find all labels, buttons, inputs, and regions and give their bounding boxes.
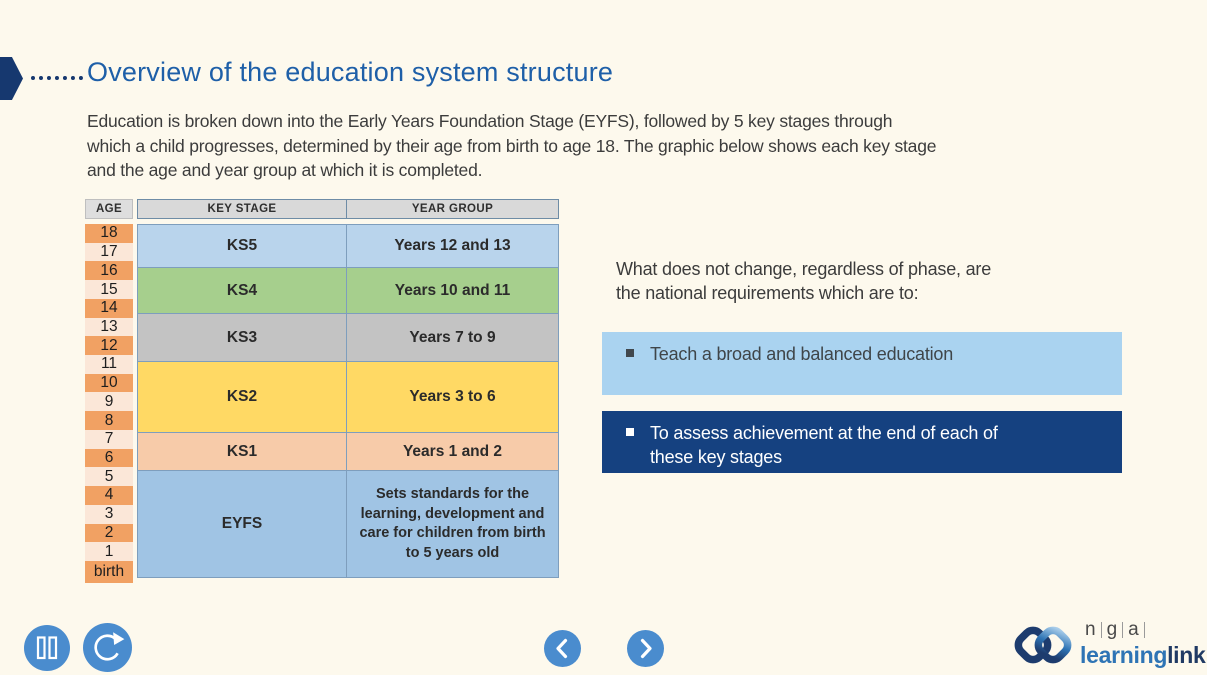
intro-line: which a child progresses, determined by their age from birth to age 18. The graphic below shows each key stage — [87, 135, 937, 156]
year-group-label: Years 10 and 11 — [394, 281, 511, 299]
previous-slide-button[interactable] — [544, 630, 581, 667]
age-cell: 4 — [85, 486, 133, 505]
logo-word-learning: learning — [1080, 642, 1168, 668]
callout-text-line: these key stages — [650, 447, 782, 467]
replay-icon — [83, 623, 132, 672]
year-group-label: Sets standards for the learning, development and care for children from birth to 5 years old — [359, 486, 546, 561]
chain-link-icon — [1010, 614, 1076, 675]
year-group-label: Years 12 and 13 — [394, 237, 511, 254]
logo-letter: g — [1106, 619, 1118, 640]
year-group-column-header: YEAR GROUP — [411, 203, 494, 215]
aside-lead-text — [616, 257, 991, 305]
intro-line: and the age and year group at which it is completed. — [87, 160, 483, 180]
table-header-row — [85, 199, 559, 219]
key-stage-column-header: KEY STAGE — [138, 200, 347, 218]
key-stage-label: KS1 — [138, 433, 347, 470]
logo-learninglink — [1080, 642, 1205, 669]
bullet-square-icon — [626, 349, 634, 357]
age-column — [85, 224, 133, 583]
age-cell: 1 — [85, 542, 133, 561]
year-group-label: Years 3 to 6 — [409, 388, 496, 405]
callout-teach-broad-education — [602, 332, 1122, 395]
logo-letter: n — [1085, 619, 1096, 640]
age-cell: 12 — [85, 336, 133, 355]
key-stage-row — [137, 313, 559, 362]
key-stage-row — [137, 224, 559, 268]
age-cell: 15 — [85, 280, 133, 299]
key-stage-row — [137, 432, 559, 471]
age-cell: 9 — [85, 392, 133, 411]
key-stage-table — [85, 199, 559, 583]
key-stage-row — [137, 267, 559, 314]
age-cell: 14 — [85, 299, 133, 318]
key-stage-label: KS3 — [138, 314, 347, 361]
age-cell: 8 — [85, 411, 133, 430]
page-title: Overview of the education system structure — [87, 57, 614, 87]
age-cell: 2 — [85, 524, 133, 543]
table-body — [85, 224, 559, 583]
pause-icon — [24, 625, 70, 671]
intro-text — [87, 109, 936, 183]
aside-lead-line: What does not change, regardless of phase, are — [616, 259, 992, 279]
logo-letter: a — [1128, 619, 1139, 640]
chevron-right-icon — [627, 630, 664, 667]
key-stage-label: KS5 — [138, 225, 347, 267]
callout-text: Teach a broad and balanced education — [650, 344, 954, 364]
logo-word-link: link — [1167, 642, 1206, 668]
age-column-header: AGE — [85, 199, 133, 219]
key-stage-row — [137, 361, 559, 433]
title-dotted-line — [31, 76, 83, 80]
year-group-label: Years 1 and 2 — [402, 442, 503, 460]
age-cell: 16 — [85, 261, 133, 280]
callout-assess-achievement — [602, 411, 1122, 473]
next-slide-button[interactable] — [627, 630, 664, 667]
pause-button[interactable] — [24, 625, 70, 671]
title-arrow-icon — [0, 57, 23, 100]
stage-header-box — [137, 199, 559, 219]
nga-learninglink-logo — [1010, 614, 1205, 675]
logo-nga-row — [1080, 619, 1205, 641]
intro-line: Education is broken down into the Early Years Foundation Stage (EYFS), followed by 5 key stages through — [87, 111, 893, 131]
age-cell: 17 — [85, 243, 133, 262]
callout-text — [650, 421, 998, 469]
age-cell: 11 — [85, 355, 133, 374]
age-cell: 18 — [85, 224, 133, 243]
key-stage-label: KS2 — [138, 362, 347, 432]
stage-rows — [137, 224, 559, 583]
age-cell: birth — [85, 561, 133, 583]
key-stage-label: EYFS — [138, 471, 347, 577]
callout-text-line: To assess achievement at the end of each of — [650, 423, 998, 443]
age-cell: 3 — [85, 505, 133, 524]
key-stage-row — [137, 470, 559, 578]
chevron-left-icon — [544, 630, 581, 667]
divider-bar — [1144, 622, 1145, 638]
bullet-square-icon — [626, 428, 634, 436]
replay-button[interactable] — [83, 623, 132, 672]
age-cell: 6 — [85, 449, 133, 468]
logo-text — [1080, 614, 1205, 675]
age-cell: 7 — [85, 430, 133, 449]
age-cell: 13 — [85, 318, 133, 337]
age-cell: 5 — [85, 467, 133, 486]
age-cell: 10 — [85, 374, 133, 393]
aside-lead-line: the national requirements which are to: — [616, 283, 919, 303]
key-stage-label: KS4 — [138, 268, 347, 313]
year-group-label: Years 7 to 9 — [409, 328, 496, 346]
